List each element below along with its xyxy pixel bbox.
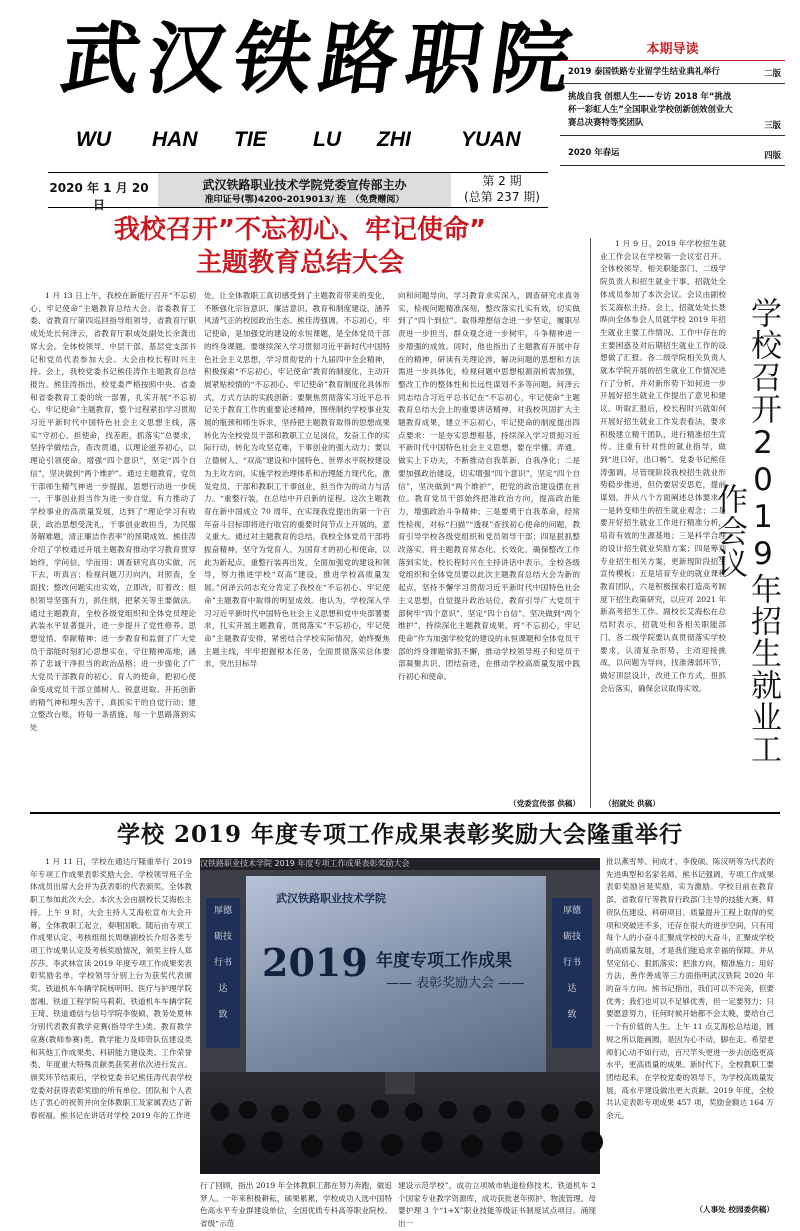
guide-item-text: 2019 泰国铁路专业留学生结业典礼举行 xyxy=(568,66,720,76)
guide-title: 本期导读 xyxy=(560,38,785,61)
photo-top-sign: 汉铁路职业技术学院 2019 年度专项工作成果表彰奖励大会 xyxy=(200,858,600,870)
side-word: 致 xyxy=(567,1010,577,1020)
guide-item[interactable] xyxy=(560,84,785,136)
side-word: 厚德 xyxy=(562,906,581,916)
article3-column: 行了回顾，指出 2019 年全体教职工都在努力奔跑，做追梦人。一年来积极耕耘，硕果累累，学校成功入选中国特色高水平专业群建设单位，全国优质专科高等职业院校、省级“示范 xyxy=(200,1181,392,1229)
article3-column: 批以燕雪琴、何成才、李俊硕、陈汉明等为代表的先进典型和名家名师。熊书记强调，专项工作成果表彰奖励旨是奖励，实为激励。学校目前在教育部、省教育厅等教育行政部门主导的技能大赛、师资队伍建设、科研项目、质量提升工程上取得的奖项和突破还不多，还存在很大的进步空间，只有用每个人的小奋斗汇聚成学校的大奋斗，汇聚成学校的高质量发展，才是我们能追求幸福的保障。并从坚定信心、狠抓落实；把准方向，精准施力；用好方法，善作善成等三方面指明武汉铁院 2020 年的奋斗方向。熊书记指出，我们可以不完美，但要优秀；我们也可以不足够优秀，但一定要努力；只要愿意努力，任何时候开始都不会太晚，要给自己一个有价值的人生。上午 11 点艾海松总结道，圆规之所以能画圆，是因为心不动，脚在走。希望老师们心动不如行动，百尺竿头更进一步去创造更高水平，更高质量的成果。新时代下，全校教职工要团结起来，在学校党委的领导下，为学校高质量发展，高水平建设做出更大贡献。2019 年度，全校共认定表彰专项成果 457 项，奖励金额达 164 万余元。 xyxy=(606,857,774,1121)
section-divider xyxy=(30,812,780,814)
screen-line2: —— 表彰奖励大会 —— xyxy=(386,976,525,991)
headline-line1: 我校召开”不忘初心、牢记使命” xyxy=(113,215,487,245)
masthead-pinyin: YUAN xyxy=(461,128,521,151)
article2-body: 1 月 9 日，2019 年学校招生就业工作会议在学校第一会议室召开。全体校领导、相关职能部门、二级学院负责人和招生就业干事，招就处全体成员参加了本次会议。会议由副校长艾海松主持。会上，招就处处长聂晔向全体参会人员就学校 2019 年招生就业主要工作情况、工作中存在的主要困惑及对后期招生就业工作的设想做了汇报。各二级学院相关负责人就本学院开展的招生就业工作情况进行了分析，并对新形势下如何进一步开展好招生就业工作提出了意见和建议。听取汇报后，校长程时兴就如何开展好招生就业工作发表看法，要求积极建立精干团队，进行精准招生宣传。注重有针对性的就业指导，做到“进口好，出口畅”。党委书记熊佳涛强调，尽管现阶段我校招生就业形势稳步推进，但仍要居安思危，提前谋划，并从八个方面阐述总体要求：一是转变师生的招生就业观念；二是要开好招生就业工作进行精准分析，培育有效的生源基地；三是科学合理的设计招生就业奖励方案；四是筹划专业招生相关方案，更新现阶段招生宣传模板；五是培育专业的就业课程教育团队，六是积极探索打造高考制度下招生政策研究，以应对 2021 年新高考招生工作。副校长艾海松在总结时表示，招就处和各相关职能部门、各二级学院要认真贯彻落实学校要求，认清复杂形势，主动迎接挑战，以问题为导向，找准薄弱环节，做好顶层设计，改进工作方式，扭抓会后落实，确保会议取得实效。 xyxy=(600,239,726,693)
guide-item-page: 四版 xyxy=(764,150,781,160)
photo-side-board-left xyxy=(206,898,240,1048)
audience-area xyxy=(200,1072,600,1174)
masthead-pinyin: ZHI xyxy=(377,128,411,151)
screen-year: 2019 xyxy=(262,940,368,985)
masthead-title: 武汉铁路职院 xyxy=(55,14,585,105)
permit-number: 准印证号(鄂)4200-2019013/ 连 （免费赠阅） xyxy=(204,195,405,205)
masthead-pinyin: WU xyxy=(76,128,111,151)
ceremony-photo xyxy=(200,858,600,1174)
article3-column: 建设示范学校”，成功立项城市轨道检修技术、铁道机车 2 个国家专业教学资源库，成功获批老年照护、物流管理、母婴护理 3 个“1+X”职业技能等级证书制度试点项目。涌现出一 xyxy=(398,1181,596,1229)
guide-item[interactable] xyxy=(560,136,785,166)
guide-item-page: 二版 xyxy=(764,68,781,78)
masthead-pinyin: HAN xyxy=(152,128,198,151)
side-word: 厚德 xyxy=(213,906,232,916)
article3-column: 1 月 11 日，学校在通达厅隆重举行 2019 年专项工作成果表彰奖励大会。学校领导班子全体成员出席大会并为获表彰的代表颁奖。全体教职工参加此次大会。本次大会由副校长艾海松主持。上午 9 时，大会主持人艾海松宣布大会开幕，全体教职工起立，奏唱国歌。随后由专项工作成果认定、考核组组长周继副校长介绍各类专项工作成果认定及考核奖励情况，颁奖主持人郑莎莎、李武林宣读 2019 年度专项工作成果奖表彰奖励名单，学校领导分别上台为获奖代表颁奖。铁道机车车辆学院杨明明、医疗与护理学院雷湘、铁道工程学院马莉莉、铁道机车车辆学院王琦、铁道通信与信号学院李俊硕、教务处夏林分别代表教育教学竞赛(指导学生)类、教育教学竞赛(教师参赛)类、教学能力及师资队伍建设类和其他工作成果类、科研能力建设类、工作荣誉类、年度重大特殊贡献类获奖者依次进行发言。颁奖环节结束后，学校党委书记熊佳涛代表学校党委对获得表彰奖励的所有单位、团队和个人表达了衷心的祝贺并向全体教职工及家属表达了新春祝福。熊书记在讲话对学校 2019 年的工作进 xyxy=(30,857,192,1121)
issue-date: 2020 年 1 月 20 日 xyxy=(49,181,149,212)
guide-item[interactable] xyxy=(560,61,785,84)
guide-item-page: 三版 xyxy=(764,120,781,130)
headline-line2: 主题教育总结大会 xyxy=(195,248,404,278)
article3-byline: （人事处 校园委供稿） xyxy=(695,1205,774,1214)
issue-guide xyxy=(560,38,785,166)
side-word: 行书 xyxy=(562,958,581,968)
side-word: 行书 xyxy=(213,958,232,968)
side-word: 达 xyxy=(218,984,228,994)
article2-vertical-title: 学校召开2019年招生就业工作会议 xyxy=(711,297,781,765)
masthead-pinyin: LU xyxy=(313,128,341,151)
article1-column: 向和问题导向，学习教育求实深入，调查研究求真务实，检视问题精准深刻，整改落实扎实有效，切实做到了“四个到位”。取得理想信念进一步坚定，履职尽责进一步担当，群众观念进一步树牢，斗争精神进一步增强的成效。同时，他也指出了主题教育开展中存在的精神，研读有关理论涉，解决问题的思想和方法需进一步具体化，检视问题中思想根源剖析需加强，整改工作的整体性和长远性谋划不多等问题。何泽云同志结合习近平总书记在“不忘初心，牢记使命”主题教育总结大会上的重要讲话精神，对我校巩固扩大主题教育成果，建立不忘初心，牢记使命的制度提出四点要求：一是夯实思想根基，持续深入学习贯彻习近平新时代中国特色社会主义思想，要在学懂、弄通、做实上下功夫，不断推动自我革新、自我净化；二是要加强政治建设，切实增强“四个意识”，坚定“四个自信”，坚决做到“两个维护”，把党的政治建设摆在首位。教育党员干部始终把准政治方向，提高政治能力，增强政治斗争精神；三是要勇于自我革命，经常性检视，对标“扫描”“透视”查找初心使命的问题，教育引导学校各级党组织和党员领导干部；四是狠抓整改落实，将主题教育常态化、长效化，确保整改工作落到实处。校长程时兴在主持讲话中表示，全校各级党组织和全体党员要以此次主题教育总结大会为新的起点，坚持不懈学习贯彻习近平新时代中国特色社会主义思想，自觉提升政治站位，教育引导广大党员干部树牢“四个意识”、坚定“四个自信”、坚决做到“两个维护”，持续深化主题教育成果，将“不忘初心，牢记使命”作为加强学校党的建设的永恒课题和全体党员干部的终身课题常抓不懈，推动学校领导班子和党员干部凝聚共识、团结奋进，在推动学校高质量发展中践行初心和使命。 xyxy=(398,291,580,682)
screen-school-name: 武汉铁路职业技术学院 xyxy=(276,892,386,905)
audience-silhouettes xyxy=(200,1072,600,1174)
article2-byline: （招就处 供稿） xyxy=(604,799,660,808)
guide-item-text: 2020 年春运 xyxy=(568,147,620,157)
article1-column: 1 月 13 日上午，我校在新能厅召开“不忘初心、牢记使命”主题教育总结大会。省委教育工委、省教育厅第四巡回指导组领导，省教育厅职成处处长何泽云，省教育厅职成处副处长余龚出席大会。全体校领导、中层干部、基层党支部书记和党员代表参加大会。大会由校长程时兴主持。会上，我校党委书记熊佳涛作主题教育总结报告。熊佳涛指出，校党委严格按照中央、省委和省委教育工委的统一部署，扎实开展“不忘初心、牢记使命”主题教育，整个过程紧扣学习贯彻习近平新时代中国特色社会主义思想主线，落实“守初心、担使命，找差距，抓落实”总要求，坚持学做结合，查改贯通，以理论滋养初心，以理论引领使命。增强“四个意识”，坚定“四个自信”，坚决做到“两个维护”。通过主题教育，党员干部师生精气神进一步提振，思想行动进一步统一，干事创业担当作为进一步自觉，有力推动了学校事业的高质量发展，达到了“理论学习有收获，政治思想受洗礼，干事创业敢担当，为民服务解难题，清正廉洁作表率”的预期成效。熊佳涛介绍了学校通过开展主题教育推动学习教育贯穿始终，学问信，学而用；调查研究真功实做，沉下去，听真言；检视问题刀刃向内，对照查，全面找；整改问题实出实效，立即改，盯着改；组织领导坚强有力，抓住纲，把紧关等主要做法。通过主题教育，全校各级党组织和全体党员理论武装水平显著提升，进一步提升了党性修养、思想觉悟、奉献精神；进一步教育和监督了广大党员干部能时刻扪心思想实在，守住精神高地，涵养了忠诚干净担当的政治品格；进一步强化了广大党员干部教育的初心、育人的使命，把初心使命变成党员干部立德树人、锐意进取、开拓创新的精气神和埋头苦干、真抓实干的自觉行动；建立整改台账，将每一条措施、每一个思路落到实处 xyxy=(30,291,196,732)
issue-no: 第 2 期 xyxy=(482,174,522,188)
article1-byline: （党委宣传部 供稿） xyxy=(509,799,580,808)
side-word: 致 xyxy=(218,1010,228,1020)
photo-side-board-right xyxy=(552,898,592,1048)
column-divider xyxy=(590,238,591,808)
publisher: 武汉铁路职业技术学院党委宣传部主办 xyxy=(202,178,407,192)
side-word: 砺技 xyxy=(562,932,581,942)
publisher-box xyxy=(158,173,451,207)
headline-article1 xyxy=(30,214,570,280)
article1-column: 处，让全体教职工真切感受到了主题教育带来的变化，不断强化宗旨意识、廉洁意识、教育和制度建设，涵养风清气正的校园政治生态。熊佳涛强调，不忘初心，牢记使命，是加强党的建设的永恒课题，是全体党员干部的终身课题。要继续深入学习贯彻习近平新时代中国特色社会主义思想，学习贯彻党的十九届四中全会精神，积极探索“不忘初心，牢记使命”教育的制度化，主动开展紧贴校情的“不忘初心、牢记使命”教育制度化具体形式，方式方法的实践创新；要聚焦贯彻落实习近平总书记关于教育工作的重要论述精神，围绕制约学校事业发展的瓶颈和师生诉求，坚持把主题教育取得的思想成果转化为全校党员干部和教职工立足岗位，发奋工作的实际行动，转化为攻坚克难，干事创业的强大动力；要以立德树人、“双高”建设和中国特色、世界水平院校建设为主攻方向，实施学校治理体系和治理能力现代化，激发党员、干部和教职工干事创业，担当作为的动力与活力。“重整行装，在总结中开启新的征程。这次主题教育在新中国成立 70 周年，在实现我党提出的第一个百年奋斗目标即将进行收官的重要时间节点上开展的，意义重大。通过对主题教育的总结，我校全体党员干部将振奋精神，坚守为党育人、为国育才的初心和使命，以此为新起点，重整行装再出发，全面加强党的建设和领导，努力推进学校“双高”建设，推进学校高质量发展。”何泽云同志充分肯定了我校在“不忘初心、牢记使命”主题教育中取得的明显成效。他认为，学校深入学习习近平新时代中国特色社会主义思想和党中央部署要求，扎实开展主题教育，贯彻落实“不忘初心，牢记使命”主题教育安排，紧密结合学校实际情况，始终聚焦主题主线，牢牢把握根本任务，全面贯彻落实总体要求，突出目标导 xyxy=(204,291,390,669)
guide-item-text: 挑战自我 创想人生——专访 2018 年“挑战杯一彩虹人生”全国职业学校创新创效创业大赛总决赛特等奖团队 xyxy=(568,91,733,127)
issue-number xyxy=(458,173,546,205)
issue-header-bar xyxy=(48,172,548,212)
side-word: 砺技 xyxy=(213,932,232,942)
masthead-pinyin: TIE xyxy=(234,128,267,151)
screen-line1: 年度专项工作成果 xyxy=(376,951,512,971)
stage-screen xyxy=(246,876,546,1072)
headline-article3: 学校 2019 年度专项工作成果表彰奖励大会隆重举行 xyxy=(116,821,684,848)
issue-total: (总第 237 期) xyxy=(464,190,540,204)
side-word: 达 xyxy=(567,984,577,994)
